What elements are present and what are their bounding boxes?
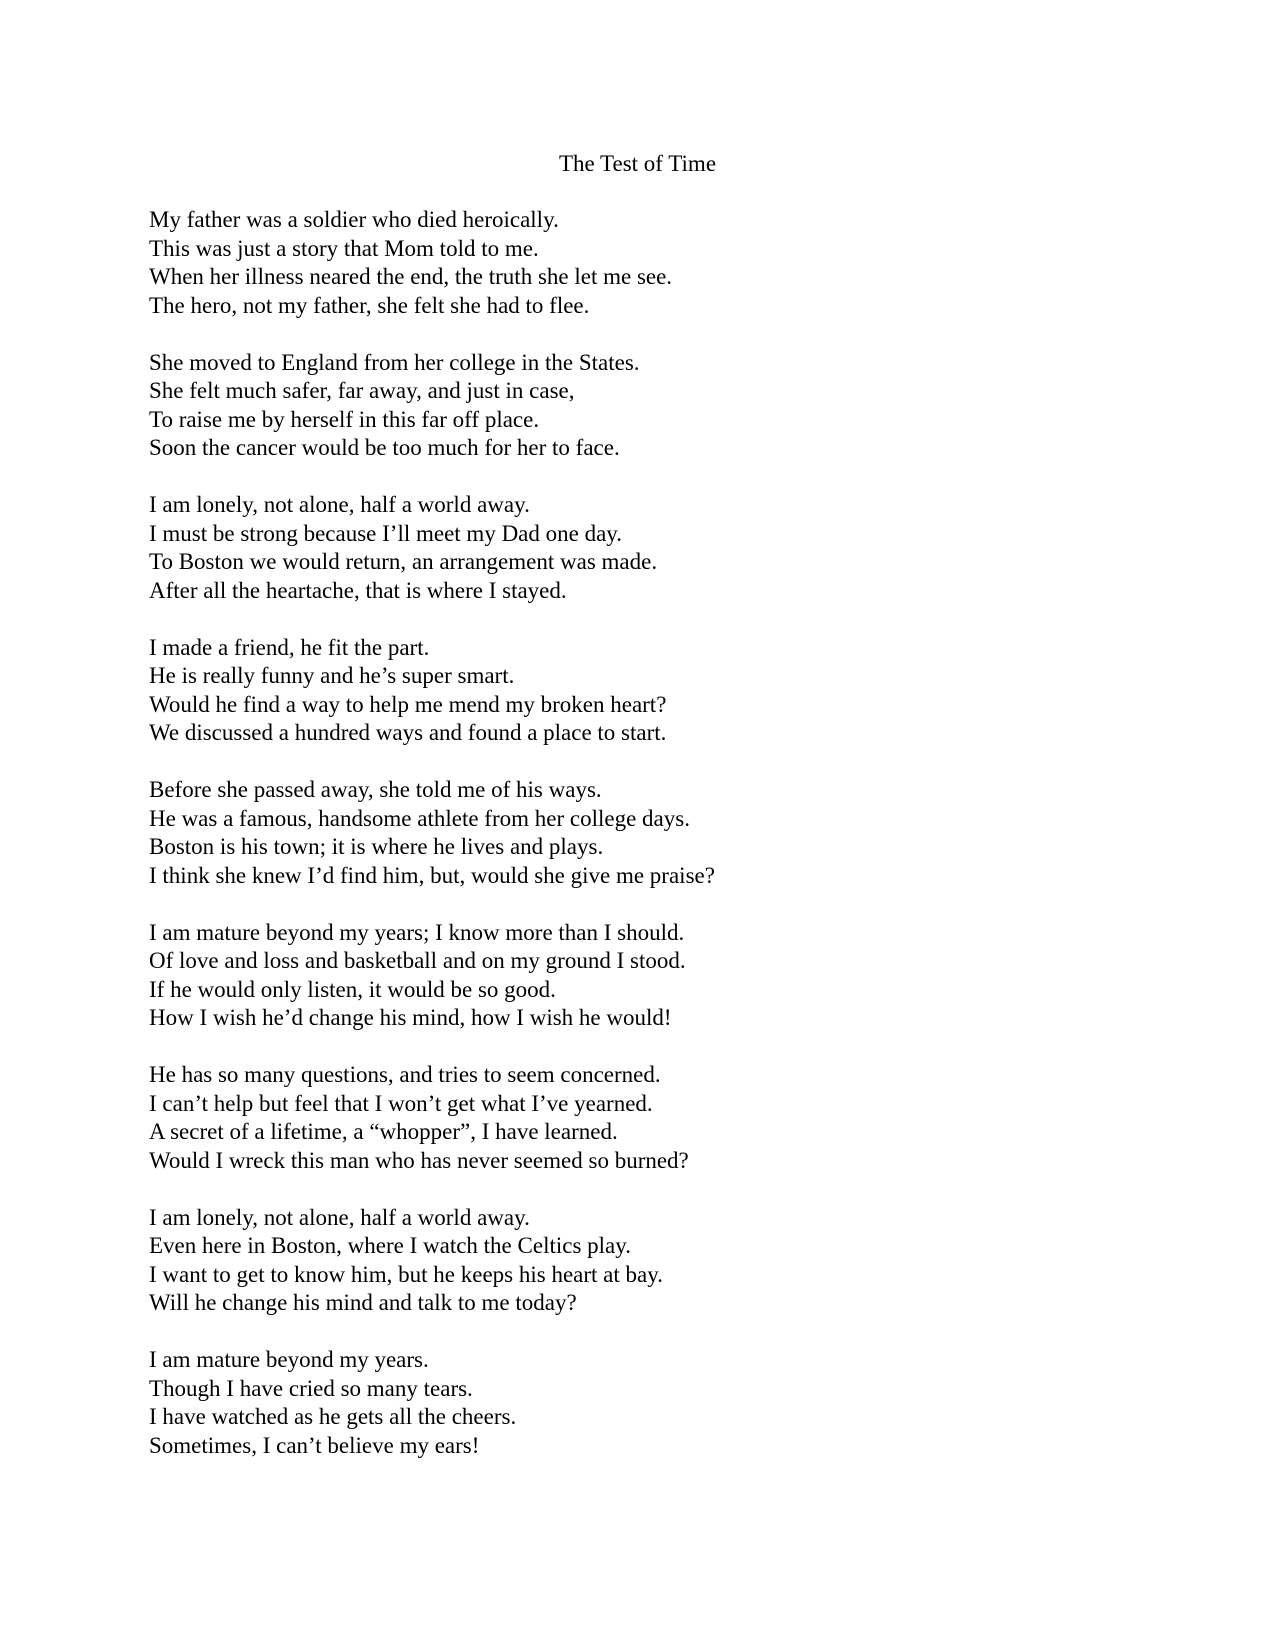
poem-line: I am lonely, not alone, half a world away. xyxy=(149,1204,530,1230)
poem-line: He has so many questions, and tries to seem concerned. xyxy=(149,1062,661,1087)
poem-line: I want to get to know him, but he keeps his heart at bay. xyxy=(149,1261,663,1287)
stanza-7 xyxy=(149,1061,1149,1175)
poem-line: Boston is his town; it is where he lives and plays. xyxy=(149,834,604,859)
poem-line: To raise me by herself in this far off place. xyxy=(149,406,540,432)
poem-line: Would I wreck this man who has never seemed so burned? xyxy=(149,1147,689,1173)
poem-line: We discussed a hundred ways and found a place to start. xyxy=(149,720,667,745)
poem-line: Even here in Boston, where I watch the Celtics play. xyxy=(149,1233,632,1258)
poem-line: She moved to England from her college in the States. xyxy=(149,349,640,375)
stanza-9 xyxy=(149,1346,1149,1460)
poem-line: Before she passed away, she told me of his ways. xyxy=(149,777,602,802)
poem-title-text: The Test of Time xyxy=(558,151,717,176)
stanza-4 xyxy=(149,634,1149,748)
poem-line: I can’t help but feel that I won’t get what I’ve yearned. xyxy=(149,1090,653,1116)
poem-line: I must be strong because I’ll meet my Dad one day. xyxy=(149,520,623,546)
poem-line: A secret of a lifetime, a “whopper”, I have learned. xyxy=(149,1119,618,1144)
poem-line: Will he change his mind and talk to me today? xyxy=(149,1290,577,1315)
poem-line: Sometimes, I can’t believe my ears! xyxy=(149,1432,480,1458)
poem-title xyxy=(0,150,1275,178)
poem-line: Would he find a way to help me mend my broken heart? xyxy=(149,691,667,717)
poem-line: He was a famous, handsome athlete from her college days. xyxy=(149,805,690,831)
poem-line: I am lonely, not alone, half a world away. xyxy=(149,492,530,517)
poem-line: To Boston we would return, an arrangement was made. xyxy=(149,549,658,574)
poem-line: Though I have cried so many tears. xyxy=(149,1375,473,1401)
poem-line: How I wish he’d change his mind, how I wish he would! xyxy=(149,1005,672,1030)
poem-line: My father was a soldier who died heroically. xyxy=(149,207,559,232)
stanza-6 xyxy=(149,919,1149,1033)
poem-line: I think she knew I’d find him, but, would she give me praise? xyxy=(149,862,715,888)
poem-line: When her illness neared the end, the truth she let me see. xyxy=(149,264,673,289)
poem-line: I am mature beyond my years. xyxy=(149,1347,429,1372)
poem-line: I made a friend, he fit the part. xyxy=(149,634,430,660)
poem-line: She felt much safer, far away, and just in case, xyxy=(149,378,575,403)
poem-body xyxy=(149,206,1149,1489)
poem-line: He is really funny and he’s super smart. xyxy=(149,663,515,688)
poem-line: Of love and loss and basketball and on my ground I stood. xyxy=(149,948,686,973)
stanza-3 xyxy=(149,491,1149,605)
stanza-5 xyxy=(149,776,1149,890)
poem-line: After all the heartache, that is where I stayed. xyxy=(149,577,567,603)
stanza-2 xyxy=(149,349,1149,463)
poem-line: The hero, not my father, she felt she had to flee. xyxy=(149,292,590,318)
poem-line: Soon the cancer would be too much for her to face. xyxy=(149,435,620,460)
stanza-1 xyxy=(149,206,1149,320)
stanza-8 xyxy=(149,1204,1149,1318)
poem-line: This was just a story that Mom told to me. xyxy=(149,235,539,261)
poem-line: If he would only listen, it would be so good. xyxy=(149,976,556,1002)
poem-line: I am mature beyond my years; I know more than I should. xyxy=(149,919,685,945)
poem-line: I have watched as he gets all the cheers. xyxy=(149,1404,517,1429)
